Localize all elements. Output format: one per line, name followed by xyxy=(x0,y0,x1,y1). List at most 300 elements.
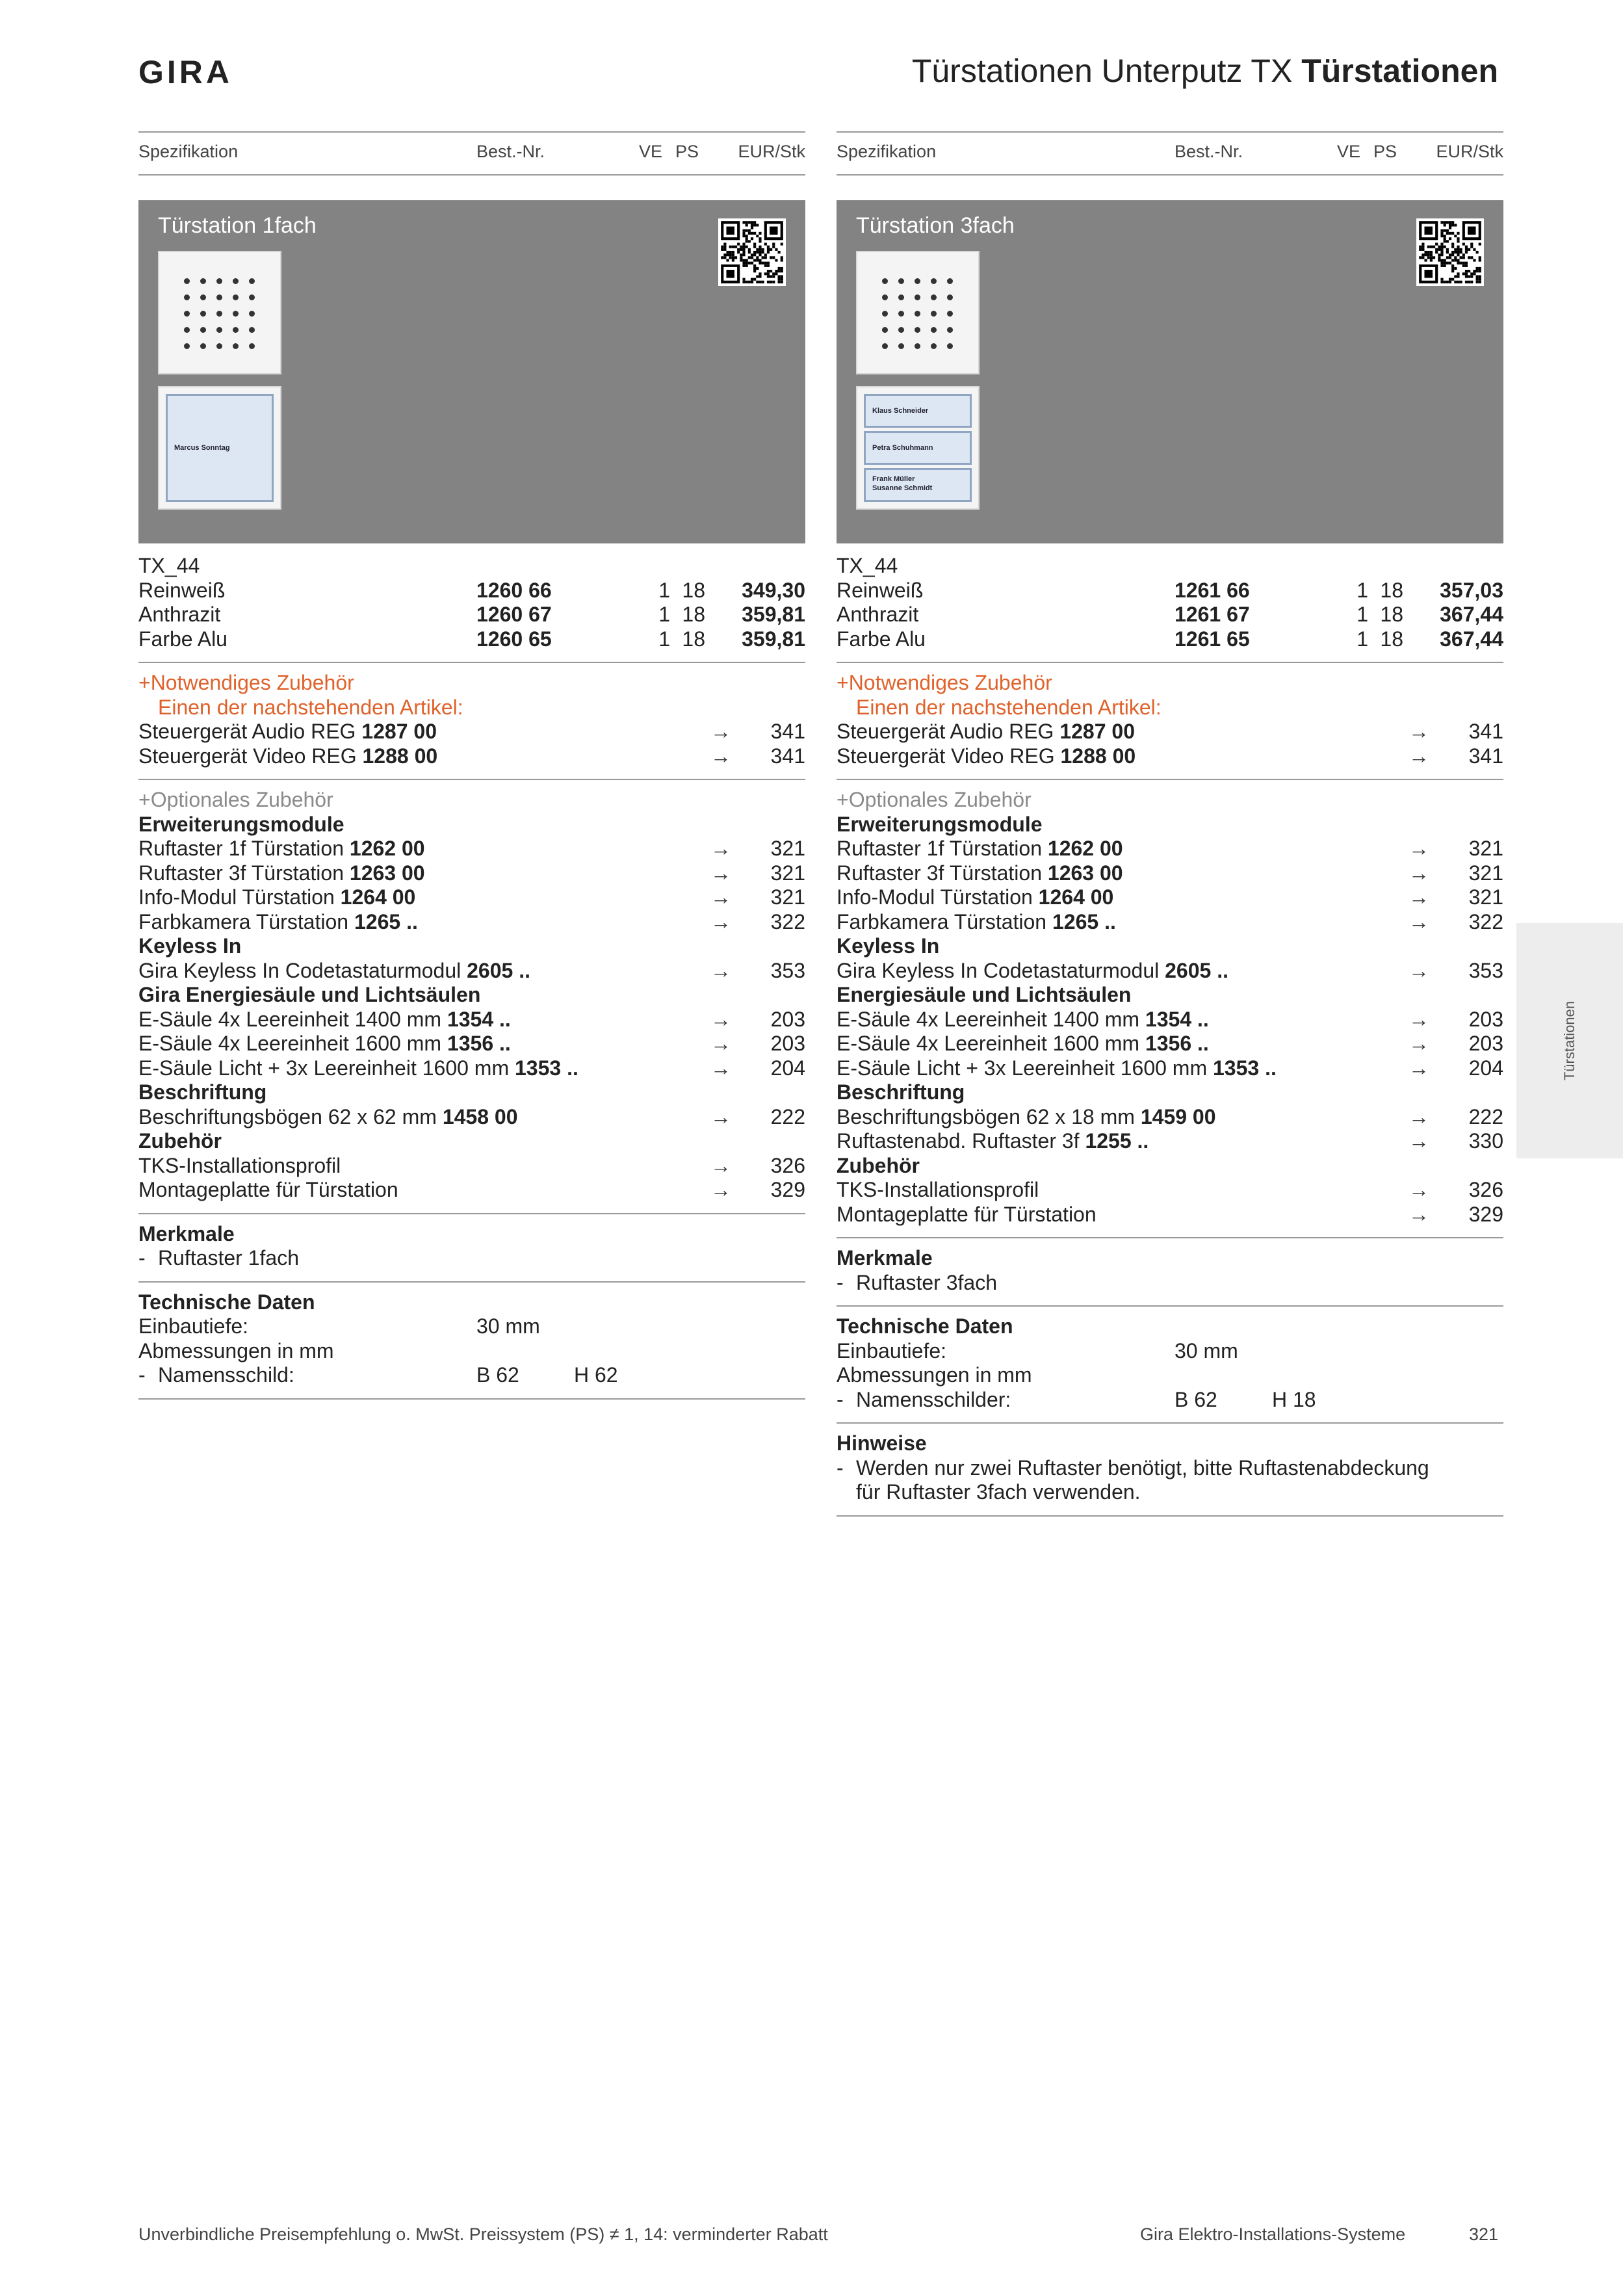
required-accessories-subtitle: Einen der nachstehenden Artikel: xyxy=(158,695,463,719)
arrow-icon: → xyxy=(710,837,731,860)
optional-accessory-row[interactable] xyxy=(138,910,805,935)
accessory-code: 1354 .. xyxy=(447,1007,511,1031)
price: 349,30 xyxy=(742,578,805,602)
order-number: 1260 67 xyxy=(476,603,552,626)
accessory-code: 1265 .. xyxy=(1052,909,1116,933)
arrow-icon: → xyxy=(1409,885,1429,909)
speaker-hole xyxy=(947,278,953,284)
speaker-hole xyxy=(216,278,222,284)
nameplate-dimensions-row xyxy=(837,1388,1503,1413)
name-label: Klaus Schneider xyxy=(872,407,929,415)
required-accessory-row[interactable] xyxy=(138,744,805,769)
speaker-hole xyxy=(233,278,239,284)
accessory-group-heading: Erweiterungsmodule xyxy=(837,812,1043,836)
page-reference: 326 xyxy=(1468,1178,1503,1201)
accessory-code: 1287 00 xyxy=(1059,720,1135,743)
column-header-ps: PS xyxy=(1373,142,1397,161)
page-reference: 222 xyxy=(770,1104,805,1128)
page-reference: 321 xyxy=(770,885,805,909)
speaker-hole xyxy=(915,278,920,284)
optional-accessory-row[interactable] xyxy=(138,1105,805,1130)
column-header xyxy=(837,131,1503,176)
accessory-text: E-Säule Licht + 3x Leereinheit 1600 mm xyxy=(837,1056,1213,1080)
speaker-hole xyxy=(184,294,190,300)
arrow-icon: → xyxy=(710,1056,731,1080)
arrow-icon: → xyxy=(710,1007,731,1031)
speaker-hole xyxy=(216,343,222,349)
speaker-hole xyxy=(249,278,255,284)
column-header-ps: PS xyxy=(675,142,699,161)
tech-depth-row xyxy=(138,1314,805,1339)
optional-accessory-row[interactable] xyxy=(138,1032,805,1056)
optional-accessory-row[interactable] xyxy=(837,910,1503,935)
product-image-title: Türstation 1fach xyxy=(158,213,317,238)
variant-row xyxy=(837,579,1503,603)
required-accessories-title xyxy=(837,671,1503,696)
price: 367,44 xyxy=(1440,627,1503,651)
required-accessories-subtitle: Einen der nachstehenden Artikel: xyxy=(856,695,1162,719)
required-title-text: Notwendiges Zubehör xyxy=(150,671,354,694)
speaker-hole xyxy=(947,343,953,349)
gira-logo: GIRA xyxy=(138,54,233,90)
variant-name: Reinweiß xyxy=(837,578,924,602)
arrow-icon: → xyxy=(1409,1032,1429,1055)
ve-value: 1 xyxy=(658,578,670,602)
arrow-icon: → xyxy=(1409,958,1429,982)
accessory-text: Info-Modul Türstation xyxy=(837,885,1039,909)
page-reference: 330 xyxy=(1468,1129,1503,1153)
accessory-text: Gira Keyless In Codetastaturmodul xyxy=(138,958,467,982)
speaker-hole xyxy=(882,294,888,300)
optional-accessory-row[interactable] xyxy=(138,861,805,886)
speaker-hole xyxy=(184,311,190,317)
page-title-bold: Türstationen xyxy=(1301,53,1498,89)
required-accessories-title xyxy=(138,671,805,696)
accessory-code: 1263 00 xyxy=(1047,861,1123,885)
speaker-grille xyxy=(184,278,255,349)
divider xyxy=(837,1237,1503,1238)
nameplate-width: B 62 xyxy=(476,1363,519,1387)
feature-text: Ruftaster 1fach xyxy=(158,1246,299,1270)
arrow-icon: → xyxy=(1409,909,1429,933)
spec-list xyxy=(837,554,1503,1517)
product-code: TX_44 xyxy=(837,554,898,577)
accessory-text: Montageplatte für Türstation xyxy=(138,1178,398,1201)
page-number: 321 xyxy=(1468,2224,1498,2244)
arrow-icon: → xyxy=(710,1178,731,1201)
optional-accessory-row[interactable] xyxy=(837,861,1503,886)
speaker-module-image xyxy=(856,251,980,374)
speaker-hole xyxy=(249,311,255,317)
optional-accessory-row[interactable] xyxy=(837,1178,1503,1203)
divider xyxy=(138,1213,805,1214)
nameplate-label: Namensschild: xyxy=(158,1363,294,1387)
feature-item xyxy=(837,1271,1503,1296)
page-reference: 203 xyxy=(770,1007,805,1031)
page-reference: 353 xyxy=(1468,958,1503,982)
speaker-hole xyxy=(216,327,222,333)
accessory-text: Beschriftungsbögen 62 x 62 mm xyxy=(138,1104,443,1128)
optional-title-text: Optionales Zubehör xyxy=(848,788,1032,811)
tech-depth-row xyxy=(837,1339,1503,1364)
name-label: Petra Schuhmann xyxy=(872,444,933,452)
variant-name: Anthrazit xyxy=(837,603,919,626)
arrow-icon: → xyxy=(710,1153,731,1177)
ps-value: 18 xyxy=(682,627,705,651)
accessory-text: Steuergerät Audio REG xyxy=(837,720,1060,743)
page-reference: 203 xyxy=(1468,1032,1503,1055)
speaker-hole xyxy=(915,311,920,317)
optional-accessory-row[interactable] xyxy=(837,1008,1503,1032)
accessory-code: 1287 00 xyxy=(361,720,437,743)
column-header-price: EUR/Stk xyxy=(738,142,805,161)
optional-accessory-row[interactable] xyxy=(837,959,1503,984)
accessory-code: 1288 00 xyxy=(362,744,438,768)
ps-value: 18 xyxy=(1380,578,1403,602)
column-3fach xyxy=(837,131,1503,1524)
divider xyxy=(837,1422,1503,1424)
price: 367,44 xyxy=(1440,603,1503,626)
optional-accessory-row[interactable] xyxy=(837,1203,1503,1227)
accessory-text: Ruftaster 3f Türstation xyxy=(138,861,350,885)
variant-name: Anthrazit xyxy=(138,603,221,626)
features-title: Merkmale xyxy=(138,1221,235,1246)
note-line xyxy=(837,1456,1503,1481)
divider xyxy=(837,779,1503,780)
optional-accessories-title xyxy=(138,788,805,813)
accessory-text: Info-Modul Türstation xyxy=(138,885,341,909)
features-title: Merkmale xyxy=(837,1246,933,1270)
plus-icon: + xyxy=(837,671,849,694)
accessory-text: E-Säule 4x Leereinheit 1400 mm xyxy=(837,1007,1145,1031)
variant-name: Farbe Alu xyxy=(138,627,227,651)
arrow-icon: → xyxy=(1409,1104,1429,1128)
column-header-order: Best.-Nr. xyxy=(1175,142,1243,161)
speaker-hole xyxy=(184,278,190,284)
speaker-hole xyxy=(947,311,953,317)
accessory-code: 2605 .. xyxy=(467,958,530,982)
arrow-icon: → xyxy=(710,958,731,982)
column-header-ve: VE xyxy=(639,142,663,161)
page-reference: 321 xyxy=(770,861,805,885)
divider xyxy=(837,662,1503,663)
accessory-code: 1265 .. xyxy=(354,909,418,933)
column-header-order: Best.-Nr. xyxy=(476,142,545,161)
accessory-code: 1356 .. xyxy=(447,1032,511,1055)
speaker-hole xyxy=(882,311,888,317)
name-label-box xyxy=(166,394,274,502)
speaker-hole xyxy=(898,327,904,333)
spec-list xyxy=(138,554,805,1400)
dimensions-label: Abmessungen in mm xyxy=(138,1338,334,1363)
arrow-icon: → xyxy=(1409,744,1429,768)
speaker-hole xyxy=(249,294,255,300)
accessory-text: Beschriftungsbögen 62 x 18 mm xyxy=(837,1104,1141,1128)
optional-accessory-row[interactable] xyxy=(837,1056,1503,1081)
accessory-text: Steuergerät Audio REG xyxy=(138,720,362,743)
product-image xyxy=(837,200,1503,543)
speaker-grille xyxy=(882,278,953,349)
order-number: 1261 66 xyxy=(1175,578,1250,602)
ve-value: 1 xyxy=(658,603,670,626)
accessory-code: 1264 00 xyxy=(1038,885,1114,909)
accessory-group-heading: Zubehör xyxy=(837,1153,920,1177)
accessory-code: 1255 .. xyxy=(1085,1129,1149,1153)
page-reference: 353 xyxy=(770,958,805,982)
speaker-hole xyxy=(200,327,206,333)
accessory-text: Ruftaster 1f Türstation xyxy=(138,837,350,860)
speaker-hole xyxy=(931,278,937,284)
accessory-code: 1288 00 xyxy=(1060,744,1136,768)
page-reference: 321 xyxy=(1468,837,1503,860)
note-line xyxy=(837,1480,1503,1505)
required-accessory-row[interactable] xyxy=(138,720,805,744)
optional-accessory-row[interactable] xyxy=(138,1056,805,1081)
dash-icon: - xyxy=(837,1387,844,1411)
speaker-hole xyxy=(200,343,206,349)
accessory-text: Ruftastenabd. Ruftaster 3f xyxy=(837,1129,1085,1153)
speaker-hole xyxy=(233,343,239,349)
side-tab-label: Türstationen xyxy=(1561,1000,1578,1081)
column-header-spec: Spezifikation xyxy=(837,142,937,161)
page-title-light: Türstationen Unterputz TX xyxy=(911,53,1302,89)
page-reference: 204 xyxy=(770,1056,805,1080)
speaker-hole xyxy=(931,327,937,333)
dimensions-label: Abmessungen in mm xyxy=(837,1363,1032,1387)
notes-title: Hinweise xyxy=(837,1431,927,1455)
name-label-box xyxy=(864,431,972,465)
ve-value: 1 xyxy=(1357,578,1368,602)
accessory-group-heading: Beschriftung xyxy=(138,1080,267,1104)
optional-accessory-row[interactable] xyxy=(138,885,805,910)
speaker-hole xyxy=(898,311,904,317)
accessory-code: 1262 00 xyxy=(349,837,425,860)
ps-value: 18 xyxy=(1380,603,1403,626)
qr-code-icon xyxy=(718,218,786,286)
page-reference: 329 xyxy=(770,1178,805,1201)
accessory-group-heading: Keyless In xyxy=(138,934,242,958)
name-label: Marcus Sonntag xyxy=(174,444,230,452)
required-accessory-row[interactable] xyxy=(837,744,1503,769)
optional-accessory-row[interactable] xyxy=(138,1178,805,1203)
accessory-code: 1356 .. xyxy=(1145,1032,1209,1055)
accessory-group-heading: Beschriftung xyxy=(837,1080,965,1104)
speaker-hole xyxy=(931,294,937,300)
feature-item xyxy=(138,1246,805,1271)
column-header-spec: Spezifikation xyxy=(138,142,239,161)
order-number: 1261 65 xyxy=(1175,627,1250,651)
accessory-text: E-Säule 4x Leereinheit 1400 mm xyxy=(138,1007,447,1031)
ve-value: 1 xyxy=(1357,603,1368,626)
dash-icon: - xyxy=(138,1246,146,1270)
note-text: für Ruftaster 3fach verwenden. xyxy=(856,1480,1141,1504)
footer-disclaimer: Unverbindliche Preisempfehlung o. MwSt. Preissystem (PS) ≠ 1, 14: verminderter Rabatt xyxy=(138,2224,828,2244)
accessory-text: E-Säule 4x Leereinheit 1600 mm xyxy=(837,1032,1145,1055)
divider xyxy=(837,1515,1503,1517)
speaker-hole xyxy=(233,311,239,317)
arrow-icon: → xyxy=(1409,1056,1429,1080)
footer-company: Gira Elektro-Installations-Systeme xyxy=(1140,2224,1406,2244)
page-reference: 322 xyxy=(1468,909,1503,933)
accessory-text: Ruftaster 3f Türstation xyxy=(837,861,1048,885)
ps-value: 18 xyxy=(1380,627,1403,651)
variant-name: Reinweiß xyxy=(138,578,226,602)
optional-accessory-row[interactable] xyxy=(138,837,805,861)
speaker-hole xyxy=(882,343,888,349)
variant-name: Farbe Alu xyxy=(837,627,926,651)
required-accessory-row[interactable] xyxy=(837,720,1503,744)
order-number: 1260 65 xyxy=(476,627,552,651)
optional-accessory-row[interactable] xyxy=(837,1032,1503,1056)
optional-accessories-title xyxy=(837,788,1503,813)
speaker-hole xyxy=(200,311,206,317)
page-reference: 222 xyxy=(1468,1104,1503,1128)
qr-code-icon xyxy=(1416,218,1484,286)
optional-accessory-row[interactable] xyxy=(837,837,1503,861)
arrow-icon: → xyxy=(1409,1129,1429,1153)
page-title xyxy=(912,52,1498,90)
page-reference: 329 xyxy=(1468,1202,1503,1226)
column-header-price: EUR/Stk xyxy=(1436,142,1503,161)
ve-value: 1 xyxy=(658,627,670,651)
name-label-box xyxy=(864,394,972,428)
accessory-code: 1353 .. xyxy=(515,1056,578,1080)
arrow-icon: → xyxy=(1409,1178,1429,1201)
speaker-hole xyxy=(184,343,190,349)
speaker-hole xyxy=(216,294,222,300)
accessory-group-heading: Gira Energiesäule und Lichtsäulen xyxy=(138,983,481,1006)
order-number: 1261 67 xyxy=(1175,603,1250,626)
speaker-hole xyxy=(898,278,904,284)
page-reference: 321 xyxy=(770,837,805,860)
depth-value: 30 mm xyxy=(476,1314,540,1338)
optional-accessory-row[interactable] xyxy=(138,1154,805,1179)
speaker-hole xyxy=(233,327,239,333)
name-label: Susanne Schmidt xyxy=(872,484,933,492)
nameplate-height: H 18 xyxy=(1272,1387,1316,1411)
page-reference: 326 xyxy=(770,1153,805,1177)
speaker-hole xyxy=(931,311,937,317)
product-code: TX_44 xyxy=(138,554,200,577)
feature-text: Ruftaster 3fach xyxy=(856,1270,997,1294)
divider xyxy=(138,1281,805,1283)
optional-accessory-row[interactable] xyxy=(837,885,1503,910)
nameplate-module-image xyxy=(856,386,980,510)
accessory-code: 1262 00 xyxy=(1047,837,1123,860)
nameplate-dimensions-row xyxy=(138,1363,805,1388)
accessory-text: Steuergerät Video REG xyxy=(837,744,1061,768)
depth-value: 30 mm xyxy=(1175,1338,1238,1363)
accessory-text: E-Säule 4x Leereinheit 1600 mm xyxy=(138,1032,447,1055)
price: 357,03 xyxy=(1440,578,1503,602)
arrow-icon: → xyxy=(1409,1202,1429,1226)
optional-accessory-row[interactable] xyxy=(837,1105,1503,1130)
divider xyxy=(837,1305,1503,1307)
arrow-icon: → xyxy=(710,1104,731,1128)
plus-icon: + xyxy=(837,788,849,811)
speaker-module-image xyxy=(158,251,281,374)
arrow-icon: → xyxy=(710,885,731,909)
page-reference: 321 xyxy=(1468,885,1503,909)
accessory-code: 1353 .. xyxy=(1213,1056,1277,1080)
accessory-group-heading: Energiesäule und Lichtsäulen xyxy=(837,983,1132,1006)
accessory-group-heading: Zubehör xyxy=(138,1129,222,1153)
speaker-hole xyxy=(200,294,206,300)
arrow-icon: → xyxy=(1409,720,1429,743)
page-reference: 203 xyxy=(770,1032,805,1055)
accessory-group-heading: Erweiterungsmodule xyxy=(138,812,344,836)
speaker-hole xyxy=(915,343,920,349)
name-label: Frank Müller xyxy=(872,475,915,483)
arrow-icon: → xyxy=(1409,861,1429,885)
speaker-hole xyxy=(947,327,953,333)
accessory-text: TKS-Installationsprofil xyxy=(837,1178,1039,1201)
speaker-hole xyxy=(233,294,239,300)
speaker-hole xyxy=(249,343,255,349)
accessory-code: 1354 .. xyxy=(1145,1007,1209,1031)
ps-value: 18 xyxy=(682,578,705,602)
variant-row xyxy=(138,627,805,652)
column-header xyxy=(138,131,805,176)
page-reference: 322 xyxy=(770,909,805,933)
tech-data-title: Technische Daten xyxy=(837,1314,1013,1338)
required-title-text: Notwendiges Zubehör xyxy=(848,671,1052,694)
section-side-tab[interactable] xyxy=(1516,923,1623,1158)
speaker-hole xyxy=(216,311,222,317)
product-image-title: Türstation 3fach xyxy=(856,213,1015,238)
variant-row xyxy=(138,603,805,627)
column-1fach xyxy=(138,131,805,1407)
dash-icon: - xyxy=(837,1455,844,1480)
nameplate-module-image xyxy=(158,386,281,510)
speaker-hole xyxy=(915,327,920,333)
arrow-icon: → xyxy=(710,861,731,885)
speaker-hole xyxy=(882,327,888,333)
nameplate-label: Namensschilder: xyxy=(856,1387,1011,1411)
speaker-hole xyxy=(947,294,953,300)
speaker-hole xyxy=(184,327,190,333)
page-reference: 203 xyxy=(1468,1007,1503,1031)
plus-icon: + xyxy=(138,671,151,694)
arrow-icon: → xyxy=(710,1032,731,1055)
depth-label: Einbautiefe: xyxy=(138,1314,249,1338)
accessory-text: TKS-Installationsprofil xyxy=(138,1153,341,1177)
speaker-hole xyxy=(898,294,904,300)
speaker-hole xyxy=(249,327,255,333)
note-text: Werden nur zwei Ruftaster benötigt, bitte Ruftastenabdeckung xyxy=(856,1455,1429,1480)
optional-accessory-row[interactable] xyxy=(138,959,805,984)
accessory-code: 1263 00 xyxy=(349,861,425,885)
optional-accessory-row[interactable] xyxy=(138,1008,805,1032)
optional-accessory-row[interactable] xyxy=(837,1129,1503,1154)
arrow-icon: → xyxy=(710,744,731,768)
tech-data-title: Technische Daten xyxy=(138,1290,315,1314)
page-reference: 341 xyxy=(1468,720,1503,743)
accessory-text: Farbkamera Türstation xyxy=(138,909,354,933)
accessory-group-heading: Keyless In xyxy=(837,934,940,958)
order-number: 1260 66 xyxy=(476,578,552,602)
speaker-hole xyxy=(931,343,937,349)
name-label-box xyxy=(864,468,972,502)
nameplate-height: H 62 xyxy=(574,1363,618,1387)
variant-row xyxy=(837,603,1503,627)
accessory-code: 1458 00 xyxy=(442,1104,518,1128)
nameplate-width: B 62 xyxy=(1175,1387,1217,1411)
speaker-hole xyxy=(200,278,206,284)
dash-icon: - xyxy=(837,1270,844,1294)
page-reference: 341 xyxy=(770,744,805,768)
page-reference: 341 xyxy=(770,720,805,743)
